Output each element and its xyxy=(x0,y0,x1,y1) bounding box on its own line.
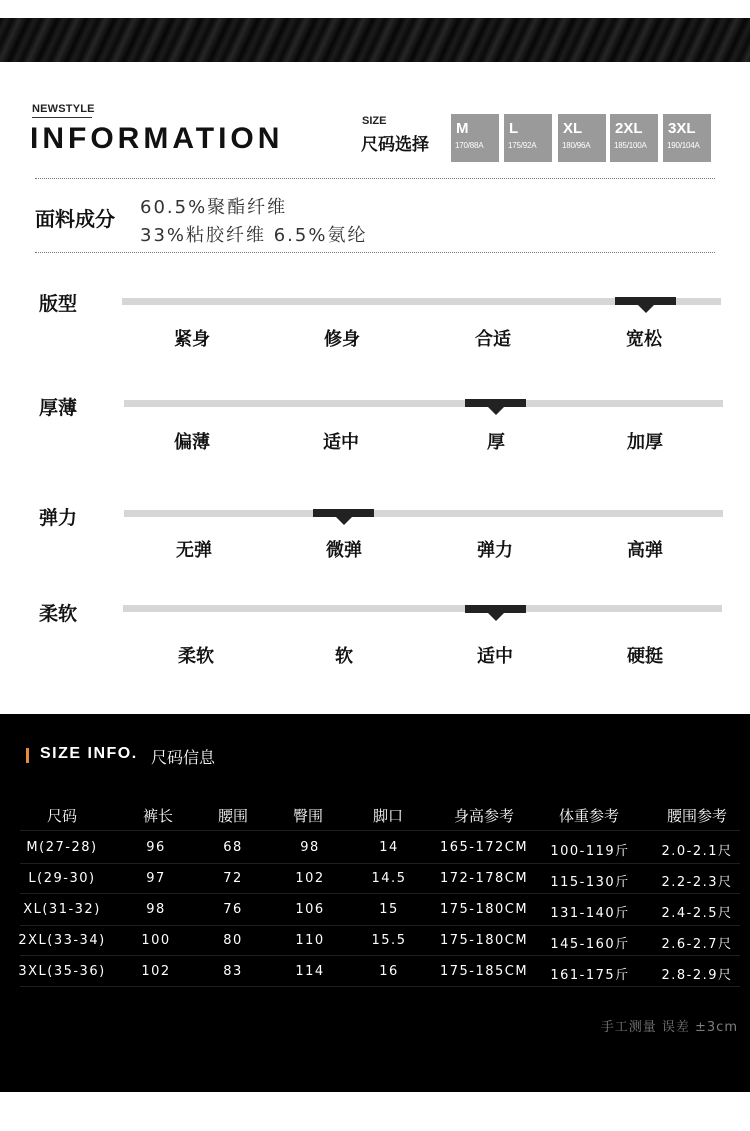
table-header-cell: 腰围 xyxy=(217,807,248,825)
page-title: INFORMATION xyxy=(30,122,284,155)
table-cell: 97 xyxy=(146,871,166,886)
table-cell: 83 xyxy=(223,964,243,979)
table-divider xyxy=(20,893,740,894)
table-cell: XL(31-32) xyxy=(23,902,101,917)
fabric-label: 面料成分 xyxy=(35,207,115,231)
elasticity-option: 无弹 xyxy=(176,540,212,561)
size-code: 3XL xyxy=(668,120,696,137)
softness-option: 适中 xyxy=(477,646,513,667)
attr-title-thickness: 厚薄 xyxy=(39,397,78,419)
thickness-option: 偏薄 xyxy=(174,432,210,453)
divider xyxy=(35,252,715,253)
attr-title-elasticity: 弹力 xyxy=(39,507,78,529)
size-code: 2XL xyxy=(615,120,643,137)
size-code: M xyxy=(456,120,469,137)
table-cell: 102 xyxy=(295,871,325,886)
table-cell: 161-175斤 xyxy=(550,968,630,983)
size-option-m[interactable] xyxy=(451,114,499,162)
table-header-cell: 脚口 xyxy=(372,807,403,825)
thickness-option: 加厚 xyxy=(627,432,663,453)
table-cell: 68 xyxy=(223,840,243,855)
size-info-title-cn: 尺码信息 xyxy=(151,748,216,767)
table-cell: 80 xyxy=(223,933,243,948)
size-select-label: 尺码选择 xyxy=(361,135,429,155)
table-cell: 2.0-2.1尺 xyxy=(661,844,733,859)
table-cell: 3XL(35-36) xyxy=(18,964,106,979)
table-divider xyxy=(20,830,740,831)
size-option-xl[interactable] xyxy=(558,114,606,162)
measurement-note: 手工测量 误差 ±3cm xyxy=(600,1020,738,1035)
fit-option: 修身 xyxy=(324,329,360,350)
table-cell: 175-185CM xyxy=(439,964,529,979)
size-option-3xl[interactable] xyxy=(663,114,711,162)
table-divider xyxy=(20,863,740,864)
size-option-l[interactable] xyxy=(504,114,552,162)
size-measure: 175/92A xyxy=(508,141,537,150)
table-cell: 72 xyxy=(223,871,243,886)
table-cell: 131-140斤 xyxy=(550,906,630,921)
size-measure: 185/100A xyxy=(614,141,647,150)
thickness-option: 厚 xyxy=(487,432,505,453)
table-cell: 100 xyxy=(141,933,171,948)
fit-scale-marker xyxy=(615,297,676,305)
top-banner xyxy=(0,18,750,62)
table-header-cell: 身高参考 xyxy=(453,807,514,825)
thickness-option: 适中 xyxy=(323,432,359,453)
size-measure: 190/104A xyxy=(667,141,700,150)
table-header-cell: 臀围 xyxy=(292,807,323,825)
elasticity-option: 微弹 xyxy=(326,540,362,561)
table-cell: 145-160斤 xyxy=(550,937,630,952)
table-cell: 2.8-2.9尺 xyxy=(661,968,733,983)
newstyle-underline xyxy=(32,117,92,118)
newstyle-label: NEWSTYLE xyxy=(32,103,95,115)
fit-option: 宽松 xyxy=(626,329,662,350)
table-cell: 15.5 xyxy=(371,933,407,948)
table-cell: 175-180CM xyxy=(439,933,529,948)
elasticity-scale-marker xyxy=(313,509,374,517)
table-cell: 15 xyxy=(379,902,399,917)
table-cell: 106 xyxy=(295,902,325,917)
table-cell: 2.4-2.5尺 xyxy=(661,906,733,921)
fabric-composition-1: 60.5%聚酯纤维 xyxy=(140,197,288,218)
table-header-cell: 腰围参考 xyxy=(666,807,727,825)
fabric-composition-2: 33%粘胶纤维 6.5%氨纶 xyxy=(140,225,368,246)
table-cell: 16 xyxy=(379,964,399,979)
size-tag: SIZE xyxy=(362,115,387,127)
table-cell: 175-180CM xyxy=(439,902,529,917)
table-header-cell: 尺码 xyxy=(46,807,77,825)
size-measure: 180/96A xyxy=(562,141,591,150)
table-divider xyxy=(20,955,740,956)
size-measure: 170/88A xyxy=(455,141,484,150)
table-cell: L(29-30) xyxy=(28,871,96,886)
thickness-scale-track xyxy=(124,400,723,407)
softness-scale-track xyxy=(123,605,722,612)
table-cell: 2.2-2.3尺 xyxy=(661,875,733,890)
accent-bar xyxy=(26,748,29,763)
softness-option: 柔软 xyxy=(178,646,214,667)
size-code: XL xyxy=(563,120,583,137)
elasticity-option: 高弹 xyxy=(627,540,663,561)
table-cell: 172-178CM xyxy=(439,871,529,886)
table-cell: M(27-28) xyxy=(26,840,98,855)
size-option-2xl[interactable] xyxy=(610,114,658,162)
table-divider xyxy=(20,925,740,926)
table-cell: 110 xyxy=(295,933,325,948)
fit-option: 合适 xyxy=(475,329,511,350)
table-cell: 96 xyxy=(146,840,166,855)
fit-option: 紧身 xyxy=(174,329,210,350)
divider xyxy=(35,178,715,179)
table-cell: 76 xyxy=(223,902,243,917)
table-cell: 165-172CM xyxy=(439,840,529,855)
size-code: L xyxy=(509,120,519,137)
size-info-title-en: SIZE INFO. xyxy=(40,745,138,762)
table-cell: 14.5 xyxy=(371,871,407,886)
table-cell: 2.6-2.7尺 xyxy=(661,937,733,952)
thickness-scale-marker xyxy=(465,399,526,407)
attr-title-softness: 柔软 xyxy=(39,603,78,625)
table-cell: 115-130斤 xyxy=(550,875,630,890)
softness-scale-marker xyxy=(465,605,526,613)
softness-option: 硬挺 xyxy=(627,646,663,667)
elasticity-option: 弹力 xyxy=(477,540,513,561)
elasticity-scale-track xyxy=(124,510,723,517)
table-header-cell: 体重参考 xyxy=(558,807,619,825)
table-cell: 2XL(33-34) xyxy=(18,933,106,948)
table-cell: 102 xyxy=(141,964,171,979)
table-cell: 100-119斤 xyxy=(550,844,630,859)
table-cell: 14 xyxy=(379,840,399,855)
softness-option: 软 xyxy=(335,646,353,667)
attr-title-fit: 版型 xyxy=(39,293,78,315)
table-header-cell: 裤长 xyxy=(142,807,173,825)
table-cell: 114 xyxy=(295,964,325,979)
table-cell: 98 xyxy=(146,902,166,917)
table-cell: 98 xyxy=(300,840,320,855)
table-divider xyxy=(20,986,740,987)
